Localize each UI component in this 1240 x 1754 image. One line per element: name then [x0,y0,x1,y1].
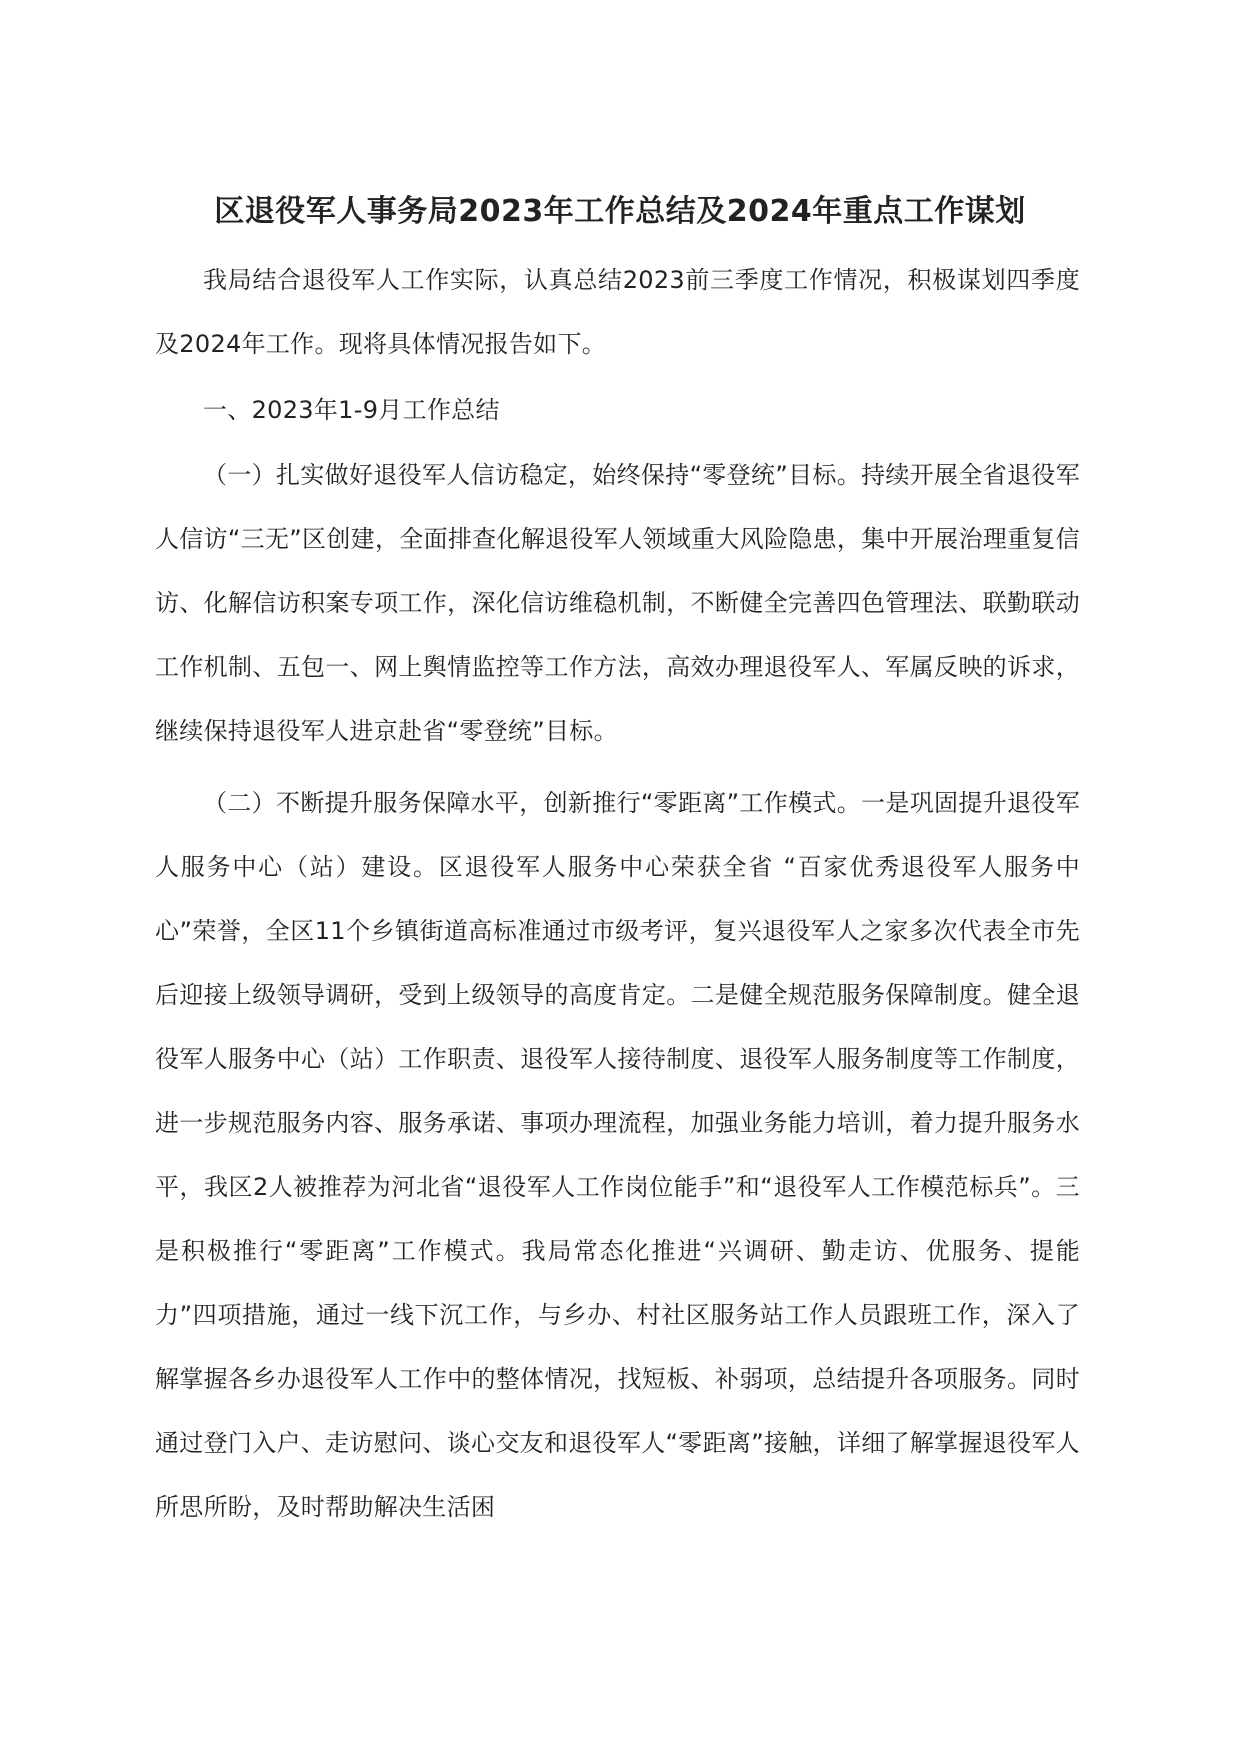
section-heading-1: 一、2023年1-9月工作总结 [203,396,500,424]
paragraph-section-1: （一）扎实做好退役军人信访稳定，始终保持“零登统”目标。持续开展全省退役军人信访“三无”区创建，全面排查化解退役军人领域重大风险隐患，集中开展治理重复信访、化解信访积案专项工作，深化信访维稳机制，不断健全完善四色管理法、联勤联动工作机制、五包一、网上舆情监控等工作方法，高效办理退役军人、军属反映的诉求，继续保持退役军人进京赴省“零登统”目标。 [155,461,1080,745]
document-title: 区退役军人事务局2023年工作总结及2024年重点工作谋划 [214,194,1026,229]
paragraph-intro: 我局结合退役军人工作实际，认真总结2023前三季度工作情况，积极谋划四季度及2024年工作。现将具体情况报告如下。 [155,266,1080,358]
paragraph-section-2: （二）不断提升服务保障水平，创新推行“零距离”工作模式。一是巩固提升退役军人服务中心（站）建设。区退役军人服务中心荣获全省 “百家优秀退役军人服务中心”荣誉，全区11个乡镇街道高标准通过市级考评，复兴退役军人之家多次代表全市先后迎接上级领导调研，受到上级领导的高度肯定。二是健全规范服务保障制度。健全退役军人服务中心（站）工作职责、退役军人接待制度、退役军人服务制度等工作制度，进一步规范服务内容、服务承诺、事项办理流程，加强业务能力培训，着力提升服务水平，我区2人被推荐为河北省“退役军人工作岗位能手”和“退役军人工作模范标兵”。三是积极推行“零距离”工作模式。我局常态化推进“兴调研、勤走访、优服务、提能力”四项措施，通过一线下沉工作，与乡办、村社区服务站工作人员跟班工作，深入了解掌握各乡办退役军人工作中的整体情况，找短板、补弱项，总结提升各项服务。同时通过登门入户、走访慰问、谈心交友和退役军人“零距离”接触，详细了解掌握退役军人所思所盼，及时帮助解决生活困 [155,789,1080,1521]
